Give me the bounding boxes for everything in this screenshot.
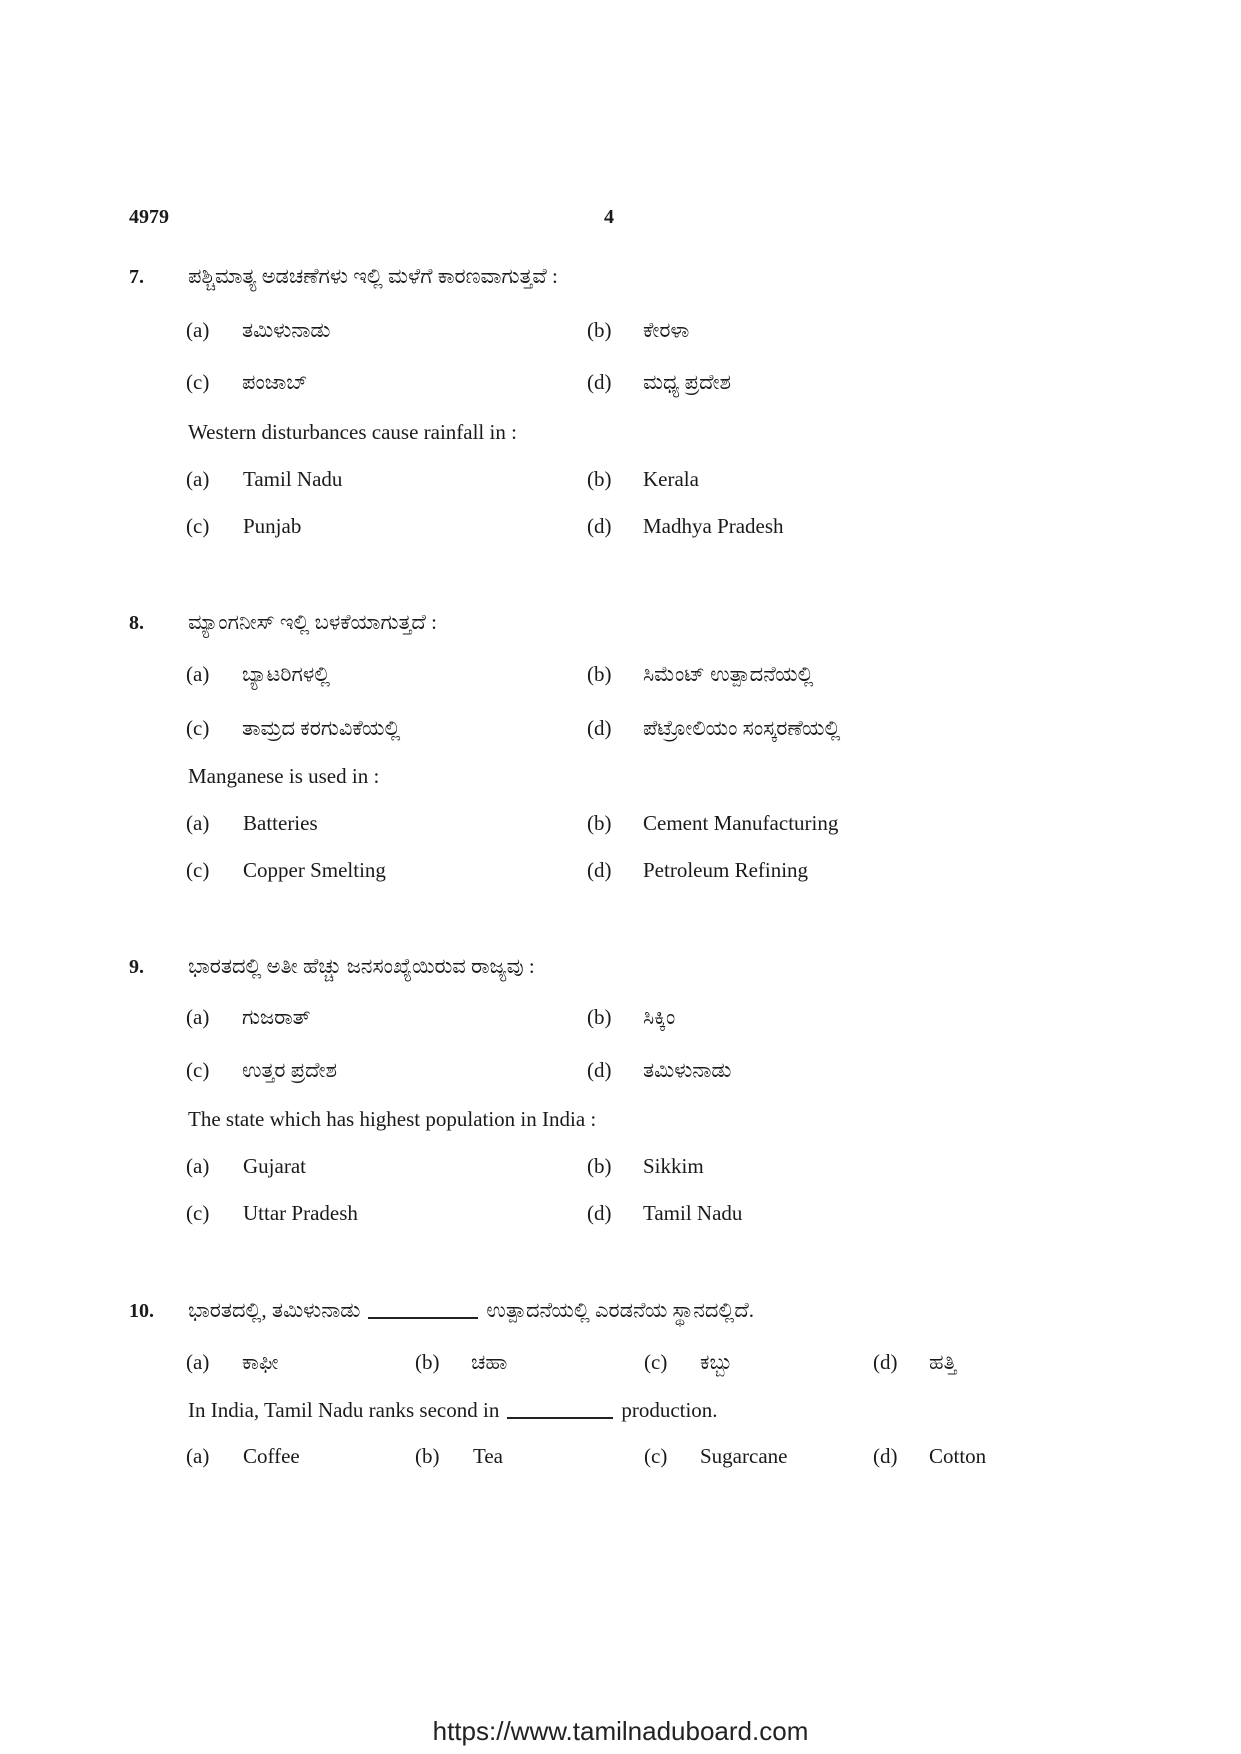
option-label: (d) — [587, 514, 612, 538]
option-text: ಕೇರಳಾ — [643, 318, 690, 342]
option-label: (b) — [587, 662, 612, 686]
option-text: Punjab — [243, 514, 302, 538]
question-stem-english: The state which has highest population in India : — [188, 1107, 597, 1131]
option-text: Gujarat — [243, 1154, 306, 1178]
option-text: Coffee — [243, 1444, 300, 1468]
option-text: Tamil Nadu — [643, 1201, 743, 1225]
option-text: ತಾಮ್ರದ ಕರಗುವಿಕೆಯಲ್ಲಿ — [242, 716, 401, 740]
option-label: (b) — [587, 1154, 612, 1178]
paper-code: 4979 — [129, 206, 169, 228]
option-label: (d) — [587, 716, 612, 740]
option-label: (a) — [186, 1005, 210, 1029]
page-number: 4 — [604, 206, 614, 228]
option-text: ಬ್ಯಾಟರಿಗಳಲ್ಲಿ — [242, 662, 331, 686]
option-label: (c) — [186, 514, 210, 538]
stem-before-blank: In India, Tamil Nadu ranks second in — [188, 1398, 500, 1422]
option-text: ಹತ್ತಿ — [929, 1350, 957, 1374]
option-text: ತಮಿಳುನಾಡು — [643, 1058, 732, 1082]
option-label: (c) — [186, 858, 210, 882]
option-label: (a) — [186, 467, 210, 491]
option-label: (b) — [587, 318, 612, 342]
option-label: (d) — [873, 1444, 898, 1468]
option-label: (d) — [587, 858, 612, 882]
stem-after-blank: ಉತ್ಪಾದನೆಯಲ್ಲಿ ಎರಡನೆಯ ಸ್ಥಾನದಲ್ಲಿದೆ. — [486, 1298, 755, 1322]
option-label: (d) — [873, 1350, 898, 1374]
question-stem-english — [188, 1398, 718, 1423]
option-label: (c) — [186, 370, 210, 394]
option-text: Cotton — [929, 1444, 987, 1468]
option-text: ಸಿಮೆಂಟ್ ಉತ್ಪಾದನೆಯಲ್ಲಿ — [643, 662, 814, 686]
option-label: (a) — [186, 1350, 210, 1374]
question-stem-english: Manganese is used in : — [188, 764, 380, 788]
question-stem-kannada: ಮ್ಯಾಂಗನೀಸ್ ಇಲ್ಲಿ ಬಳಕೆಯಾಗುತ್ತದೆ : — [188, 610, 437, 634]
footer-url[interactable]: https://www.tamilnaduboard.com — [432, 1716, 809, 1746]
option-label: (a) — [186, 1444, 210, 1468]
option-label: (b) — [415, 1444, 440, 1468]
option-label: (c) — [186, 716, 210, 740]
option-text: Kerala — [643, 467, 699, 491]
option-text: Uttar Pradesh — [243, 1201, 358, 1225]
option-text: Tea — [473, 1444, 504, 1468]
option-text: ಮಧ್ಯ ಪ್ರದೇಶ — [643, 370, 732, 394]
option-label: (a) — [186, 811, 210, 835]
option-text: ತಮಿಳುನಾಡು — [242, 318, 331, 342]
option-label: (c) — [644, 1444, 668, 1468]
option-label: (b) — [587, 467, 612, 491]
option-text: Sikkim — [643, 1154, 704, 1178]
option-label: (b) — [415, 1350, 440, 1374]
option-text: Madhya Pradesh — [643, 514, 784, 538]
option-text: ಉತ್ತರ ಪ್ರದೇಶ — [242, 1058, 338, 1082]
option-text: Petroleum Refining — [643, 858, 809, 882]
option-label: (c) — [186, 1058, 210, 1082]
option-text: ಪಂಜಾಬ್ — [242, 370, 308, 394]
question-stem-kannada: ಪಶ್ಚಿಮಾತ್ಯ ಅಡಚಣೆಗಳು ಇಲ್ಲಿ ಮಳೆಗೆ ಕಾರಣವಾಗುತ್ತವೆ : — [188, 264, 558, 288]
option-text: ಪೆಟ್ರೋಲಿಯಂ ಸಂಸ್ಕರಣೆಯಲ್ಲಿ — [643, 716, 841, 740]
option-label: (b) — [587, 1005, 612, 1029]
option-text: ಕಾಫೀ — [242, 1350, 279, 1374]
stem-after-blank: production. — [621, 1398, 718, 1422]
question-stem-kannada: ಭಾರತದಲ್ಲಿ ಅತೀ ಹೆಚ್ಚು ಜನಸಂಖ್ಯೆಯಿರುವ ರಾಜ್ಯವು : — [188, 954, 535, 978]
fill-in-blank — [507, 1417, 613, 1419]
option-text: Sugarcane — [700, 1444, 788, 1468]
question-number: 8. — [129, 612, 144, 634]
option-text: Batteries — [243, 811, 318, 835]
option-label: (c) — [186, 1201, 210, 1225]
stem-before-blank: ಭಾರತದಲ್ಲಿ, ತಮಿಳುನಾಡು — [188, 1298, 361, 1322]
option-text: ಚಹಾ — [471, 1350, 508, 1374]
option-label: (d) — [587, 1058, 612, 1082]
option-text: Tamil Nadu — [243, 467, 343, 491]
option-text: ಸಿಕ್ಕಿಂ — [643, 1005, 676, 1029]
option-text: Copper Smelting — [243, 858, 386, 882]
question-stem-kannada — [188, 1298, 754, 1323]
option-label: (b) — [587, 811, 612, 835]
question-number: 9. — [129, 956, 144, 978]
option-label: (a) — [186, 1154, 210, 1178]
option-label: (d) — [587, 1201, 612, 1225]
option-label: (d) — [587, 370, 612, 394]
option-text: ಗುಜರಾತ್ — [242, 1005, 311, 1029]
question-number: 7. — [129, 266, 144, 288]
option-text: Cement Manufacturing — [643, 811, 839, 835]
question-stem-english: Western disturbances cause rainfall in : — [188, 420, 517, 444]
option-label: (a) — [186, 662, 210, 686]
option-text: ಕಬ್ಬು — [700, 1350, 733, 1374]
question-number: 10. — [129, 1300, 154, 1322]
option-label: (a) — [186, 318, 210, 342]
option-label: (c) — [644, 1350, 668, 1374]
fill-in-blank — [368, 1317, 478, 1319]
